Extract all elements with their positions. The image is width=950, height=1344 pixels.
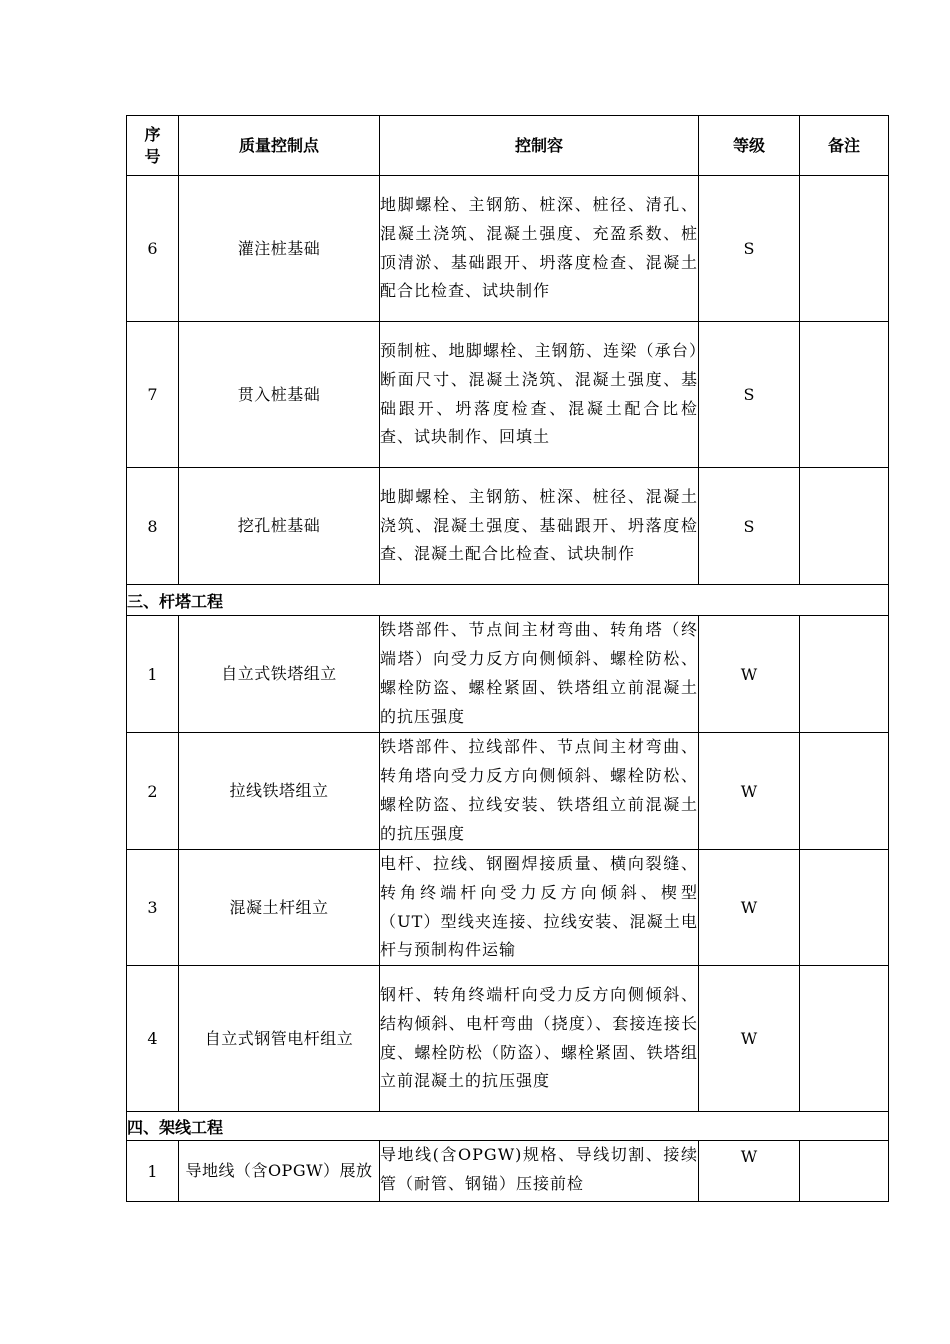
row-point: 自立式铁塔组立 (179, 616, 380, 733)
row-point: 灌注桩基础 (179, 176, 380, 322)
row-remark (800, 616, 889, 733)
row-content: 钢杆、转角终端杆向受力反方向侧倾斜、结构倾斜、电杆弯曲（挠度）、套接连接长度、螺栓防松（防盗）、螺栓紧固、铁塔组立前混凝土的抗压强度 (380, 966, 699, 1112)
row-num: 4 (127, 966, 179, 1112)
row-content: 铁塔部件、节点间主材弯曲、转角塔（终端塔）向受力反方向侧倾斜、螺栓防松、螺栓防盗、螺栓紧固、铁塔组立前混凝土的抗压强度 (380, 616, 699, 733)
header-point: 质量控制点 (179, 116, 380, 176)
quality-control-table (126, 115, 889, 1202)
table-row (127, 733, 889, 850)
row-num: 3 (127, 850, 179, 966)
row-remark (800, 468, 889, 585)
row-grade: W (699, 850, 800, 966)
row-content: 地脚螺栓、主钢筋、桩深、桩径、混凝土浇筑、混凝土强度、基础跟开、坍落度检查、混凝土配合比检查、试块制作 (380, 468, 699, 585)
row-point: 导地线（含OPGW）展放 (179, 1141, 380, 1202)
row-point: 挖孔桩基础 (179, 468, 380, 585)
row-grade: W (699, 616, 800, 733)
row-content: 预制桩、地脚螺栓、主钢筋、连梁（承台）断面尺寸、混凝土浇筑、混凝土强度、基础跟开、坍落度检查、混凝土配合比检查、试块制作、回填土 (380, 322, 699, 468)
table-row (127, 850, 889, 966)
row-point: 自立式钢管电杆组立 (179, 966, 380, 1112)
row-remark (800, 322, 889, 468)
row-grade: S (699, 176, 800, 322)
row-num: 8 (127, 468, 179, 585)
table-row (127, 966, 889, 1112)
row-remark (800, 733, 889, 850)
row-num: 7 (127, 322, 179, 468)
header-grade: 等级 (699, 116, 800, 176)
row-remark (800, 1141, 889, 1202)
row-num: 1 (127, 1141, 179, 1202)
row-num: 1 (127, 616, 179, 733)
header-remark: 备注 (800, 116, 889, 176)
row-grade: S (699, 468, 800, 585)
table-header-row (127, 116, 889, 176)
header-num: 序号 (127, 116, 179, 176)
row-remark (800, 850, 889, 966)
header-content: 控制容 (380, 116, 699, 176)
section-row (127, 1112, 889, 1141)
row-grade: W (699, 966, 800, 1112)
row-num: 6 (127, 176, 179, 322)
row-content: 地脚螺栓、主钢筋、桩深、桩径、清孔、混凝土浇筑、混凝土强度、充盈系数、桩顶清淤、基础跟开、坍落度检查、混凝土配合比检查、试块制作 (380, 176, 699, 322)
row-remark (800, 966, 889, 1112)
row-grade: W (699, 733, 800, 850)
row-remark (800, 176, 889, 322)
table-row (127, 322, 889, 468)
section-row (127, 585, 889, 616)
row-grade: S (699, 322, 800, 468)
table-row (127, 616, 889, 733)
row-content: 电杆、拉线、钢圈焊接质量、横向裂缝、转角终端杆向受力反方向倾斜、楔型（UT）型线夹连接、拉线安装、混凝土电杆与预制构件运输 (380, 850, 699, 966)
table-row (127, 176, 889, 322)
row-point: 拉线铁塔组立 (179, 733, 380, 850)
section-title: 四、架线工程 (127, 1112, 889, 1141)
row-content: 铁塔部件、拉线部件、节点间主材弯曲、转角塔向受力反方向侧倾斜、螺栓防松、螺栓防盗、拉线安装、铁塔组立前混凝土的抗压强度 (380, 733, 699, 850)
row-grade: W (699, 1141, 800, 1202)
table-row (127, 468, 889, 585)
row-point: 混凝土杆组立 (179, 850, 380, 966)
row-point: 贯入桩基础 (179, 322, 380, 468)
row-content: 导地线(含OPGW)规格、导线切割、接续管（耐管、钢锚）压接前检 (380, 1141, 699, 1202)
row-num: 2 (127, 733, 179, 850)
section-title: 三、杆塔工程 (127, 585, 889, 616)
table-row (127, 1141, 889, 1202)
